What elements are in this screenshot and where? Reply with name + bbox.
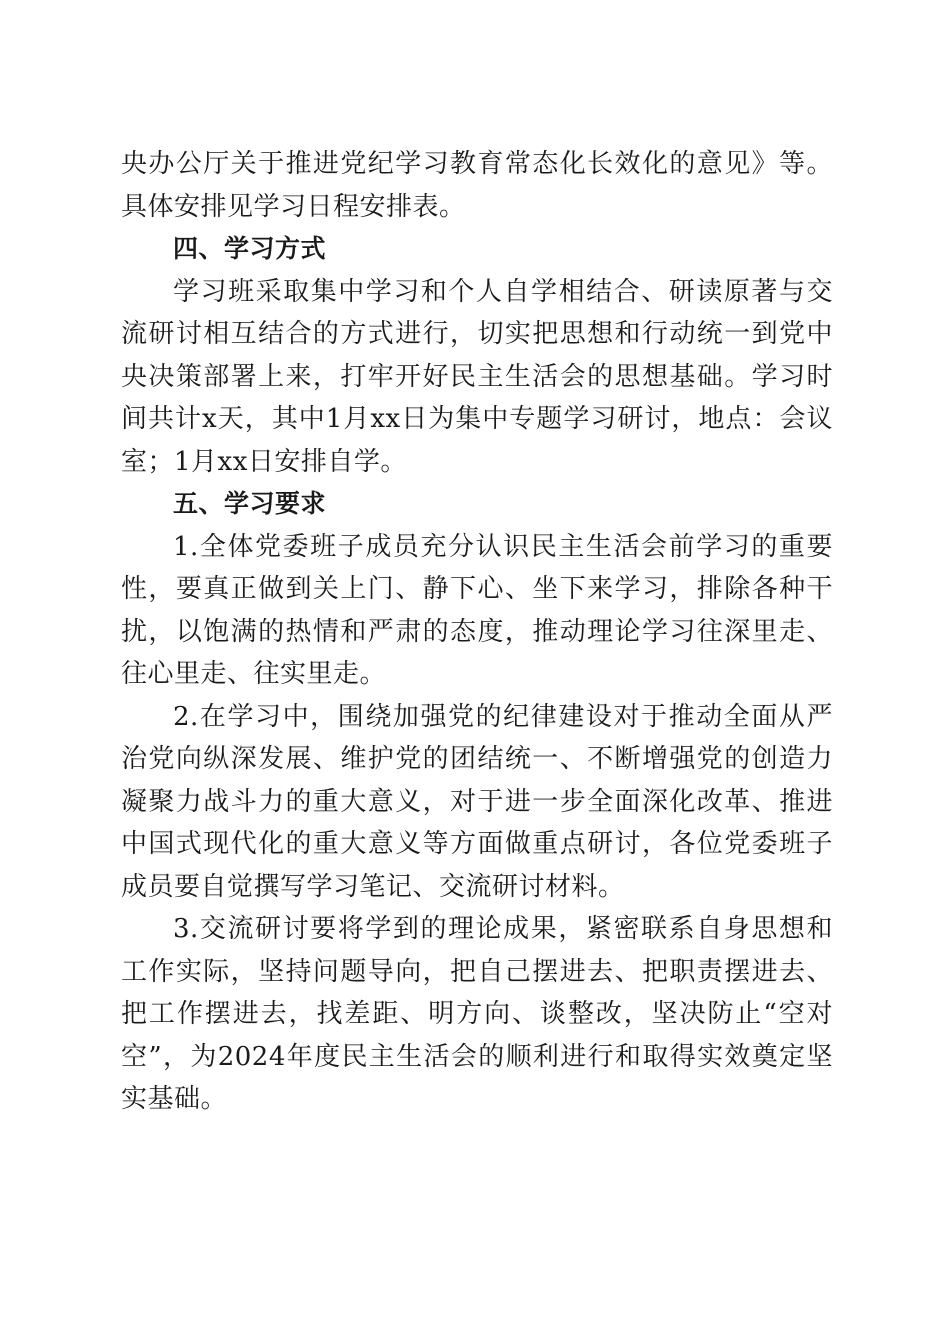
section-heading-study-method: 四、学习方式	[173, 234, 327, 263]
paragraph-study-method: 学习班采取集中学习和个人自学相结合、研读原著与交流研讨相互结合的方式进行，切实把思想和行动统一到党中央决策部署上来，打牢开好民主生活会的思想基础。学习时间共计x天，其中1月xx日为集中专题学习研讨，地点：会议室；1月xx日安排自学。	[121, 276, 833, 477]
paragraph-requirement-1: 1.全体党委班子成员充分认识民主生活会前学习的重要性，要真正做到关上门、静下心、坐下来学习，排除各种干扰，以饱满的热情和严肃的态度，推动理论学习往深里走、往心里走、往实里走。	[121, 531, 833, 689]
paragraph-continuation: 央办公厅关于推进党纪学习教育常态化长效化的意见》等。具体安排见学习日程安排表。	[121, 149, 833, 222]
document-body	[121, 143, 833, 1121]
paragraph-requirement-3: 3.交流研讨要将学到的理论成果，紧密联系自身思想和工作实际，坚持问题导向，把自己摆进去、把职责摆进去、把工作摆进去，找差距、明方向、谈整改，坚决防止“空对空”，为2024年度民主生活会的顺利进行和取得实效奠定坚实基础。	[121, 914, 833, 1114]
paragraph-requirement-2: 2.在学习中，围绕加强党的纪律建设对于推动全面从严治党向纵深发展、维护党的团结统一、不断增强党的创造力凝聚力战斗力的重大意义，对于进一步全面深化改革、推进中国式现代化的重大意义等方面做重点研讨，各位党委班子成员要自觉撰写学习笔记、交流研讨材料。	[121, 701, 833, 902]
section-heading-study-requirements: 五、学习要求	[173, 489, 327, 518]
